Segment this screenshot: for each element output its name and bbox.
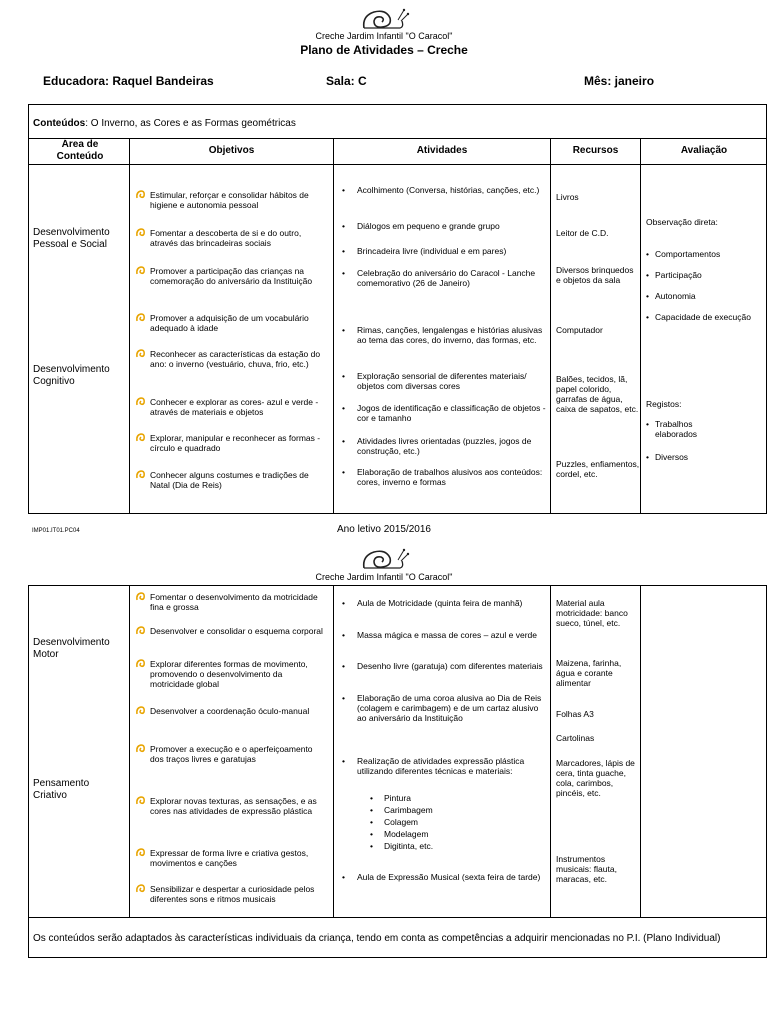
objetivo-item: Fomentar a descoberta de si e do outro, através das brincadeiras sociais: [135, 228, 327, 248]
atividade-item: • Acolhimento (Conversa, histórias, canções, etc.): [342, 185, 546, 195]
snail-bullet-icon: [135, 795, 146, 806]
recurso-item: Livros: [556, 192, 579, 202]
avaliacao-item: • Capacidade de execução: [646, 312, 761, 322]
snail-bullet-icon: [135, 189, 146, 200]
footer-year: Ano letivo 2015/2016: [337, 524, 431, 535]
snail-bullet-icon: [135, 743, 146, 754]
header-avaliacao: Avaliação: [680, 145, 728, 156]
sala-label: Sala: C: [326, 74, 367, 88]
area-cognitivo: Desenvolvimento Cognitivo: [33, 364, 110, 387]
recurso-item: Folhas A3: [556, 709, 594, 719]
atividade-item: • Rimas, canções, lengalengas e histórias alusivas ao tema das cores, do inverno, das formas, etc.: [342, 325, 546, 345]
objetivo-item: Fomentar o desenvolvimento da motricidade fina e grossa: [135, 592, 327, 612]
snail-bullet-icon: [135, 348, 146, 359]
objetivo-item: Reconhecer as características da estação do ano: o inverno (vestuário, chuva, frio, etc.): [135, 349, 327, 369]
objetivo-item: Expressar de forma livre e criativa gestos, movimentos e canções: [135, 848, 327, 868]
educadora-label: Educadora: Raquel Bandeiras: [43, 74, 214, 88]
atividade-item: • Diálogos em pequeno e grande grupo: [342, 221, 546, 231]
recurso-item: Computador: [556, 325, 603, 335]
recurso-item: Balões, tecidos, lã, papel colorido, garrafas de água, caixa de sapatos, etc.: [556, 374, 639, 414]
recurso-item: Instrumentos musicais: flauta, maracas, etc.: [556, 854, 617, 884]
conteudos-row: [33, 118, 296, 130]
atividade-item: • Brincadeira livre (individual e em pares): [342, 246, 546, 256]
atividade-item: • Elaboração de trabalhos alusivos aos conteúdos: cores, inverno e formas: [342, 467, 546, 487]
school-name: Creche Jardim Infantil "O Caracol": [315, 572, 453, 582]
objetivo-item: Promover a execução e o aperfeiçoamento dos traços livres e garatujas: [135, 744, 327, 764]
snail-bullet-icon: [135, 658, 146, 669]
recurso-item: Material aula motricidade: banco sueco, túnel, etc.: [556, 598, 628, 628]
recurso-item: Leitor de C.D.: [556, 228, 609, 238]
footer-code: IMP01.IT01.PC04: [32, 528, 80, 534]
snail-bullet-icon: [135, 591, 146, 602]
header-atividades: Atividades: [416, 145, 468, 156]
snail-bullet-icon: [135, 432, 146, 443]
snail-logo-icon: [360, 6, 410, 32]
objetivo-item: Conhecer e explorar as cores- azul e verde - através de materiais e objetos: [135, 397, 327, 417]
snail-bullet-icon: [135, 396, 146, 407]
snail-bullet-icon: [135, 625, 146, 636]
snail-bullet-icon: [135, 883, 146, 894]
atividade-item: • Massa mágica e massa de cores – azul e verde: [342, 630, 546, 640]
avaliacao-item: • Participação: [646, 270, 761, 280]
objetivo-item: Conhecer alguns costumes e tradições de Natal (Dia de Reis): [135, 470, 327, 490]
recurso-item: Maizena, farinha, água e corante alimentar: [556, 658, 622, 688]
recurso-item: Diversos brinquedos e objetos da sala: [556, 265, 634, 285]
material-item: • Pintura: [370, 793, 411, 803]
objetivo-item: Desenvolver e consolidar o esquema corporal: [135, 626, 327, 636]
header-objetivos: Objetivos: [208, 145, 255, 156]
avaliacao-item: • Diversos: [646, 452, 761, 462]
avaliacao-direta-label: Observação direta:: [646, 217, 718, 227]
atividade-item: • Aula de Motricidade (quinta feira de manhã): [342, 598, 546, 608]
atividade-item: • Realização de atividades expressão plástica utilizando diferentes técnicas e materiais:: [342, 756, 546, 776]
material-item: • Colagem: [370, 817, 418, 827]
recurso-item: Cartolinas: [556, 733, 595, 743]
atividade-item: • Atividades livres orientadas (puzzles, jogos de construção, etc.): [342, 436, 546, 456]
atividade-item: • Desenho livre (garatuja) com diferentes materiais: [342, 661, 546, 671]
adaptation-note: Os conteúdos serão adaptados às características individuais da criança, tendo em conta as competências a adquirir mencionadas no P.I. (Plano Individual): [33, 933, 721, 944]
snail-logo-icon: [360, 546, 410, 572]
snail-bullet-icon: [135, 705, 146, 716]
area-pessoal-social: Desenvolvimento Pessoal e Social: [33, 227, 110, 250]
header-recursos: Recursos: [572, 145, 619, 156]
mes-label: Mês: janeiro: [584, 74, 655, 88]
snail-bullet-icon: [135, 847, 146, 858]
atividade-item: • Jogos de identificação e classificação de objetos - cor e tamanho: [342, 403, 546, 423]
avaliacao-item: • Autonomia: [646, 291, 761, 301]
snail-bullet-icon: [135, 265, 146, 276]
material-item: • Digitinta, etc.: [370, 841, 433, 851]
atividade-item: • Celebração do aniversário do Caracol - Lanche comemorativo (26 de Janeiro): [342, 268, 546, 288]
atividade-item: • Exploração sensorial de diferentes materiais/ objetos com diversas cores: [342, 371, 546, 391]
avaliacao-registos-label: Registos:: [646, 399, 682, 409]
conteudos-value: : O Inverno, as Cores e as Formas geométricas: [85, 118, 296, 129]
conteudos-label: Conteúdos: [33, 118, 86, 129]
recurso-item: Marcadores, lápis de cera, tinta guache, cola, carimbos, pincéis, etc.: [556, 758, 635, 798]
objetivo-item: Promover a adquisição de um vocabulário adequado à idade: [135, 313, 327, 333]
objetivo-item: Desenvolver a coordenação óculo-manual: [135, 706, 327, 716]
school-name: Creche Jardim Infantil "O Caracol": [315, 31, 453, 41]
plan-title: Plano de Atividades – Creche: [300, 43, 468, 57]
atividade-item: • Aula de Expressão Musical (sexta feira de tarde): [342, 872, 546, 882]
objetivo-item: Explorar, manipular e reconhecer as formas - círculo e quadrado: [135, 433, 327, 453]
objetivo-item: Explorar novas texturas, as sensações, e as cores nas atividades de expressão plástica: [135, 796, 327, 816]
objetivo-item: Explorar diferentes formas de movimento, promovendo o desenvolvimento da motricidade global: [135, 659, 327, 689]
atividade-item: • Elaboração de uma coroa alusiva ao Dia de Reis (colagem e carimbagem) e de um cartaz alusivo ao aniversário da Instituição: [342, 693, 546, 723]
avaliacao-item: • Comportamentos: [646, 249, 761, 259]
header-area: Área de Conteúdo: [56, 139, 104, 162]
recurso-item: Puzzles, enfiamentos, cordel, etc.: [556, 459, 640, 479]
snail-bullet-icon: [135, 312, 146, 323]
objetivo-item: Promover a participação das crianças na comemoração do aniversário da Instituição: [135, 266, 327, 286]
avaliacao-item: • Trabalhos elaborados: [646, 419, 716, 439]
objetivo-item: Estimular, reforçar e consolidar hábitos de higiene e autonomia pessoal: [135, 190, 327, 210]
area-motor: Desenvolvimento Motor: [33, 637, 110, 660]
material-item: • Modelagem: [370, 829, 428, 839]
area-pensamento-criativo: Pensamento Criativo: [33, 778, 90, 801]
objetivo-item: Sensibilizar e despertar a curiosidade pelos diferentes sons e ritmos musicais: [135, 884, 327, 904]
snail-bullet-icon: [135, 227, 146, 238]
material-item: • Carimbagem: [370, 805, 433, 815]
snail-bullet-icon: [135, 469, 146, 480]
